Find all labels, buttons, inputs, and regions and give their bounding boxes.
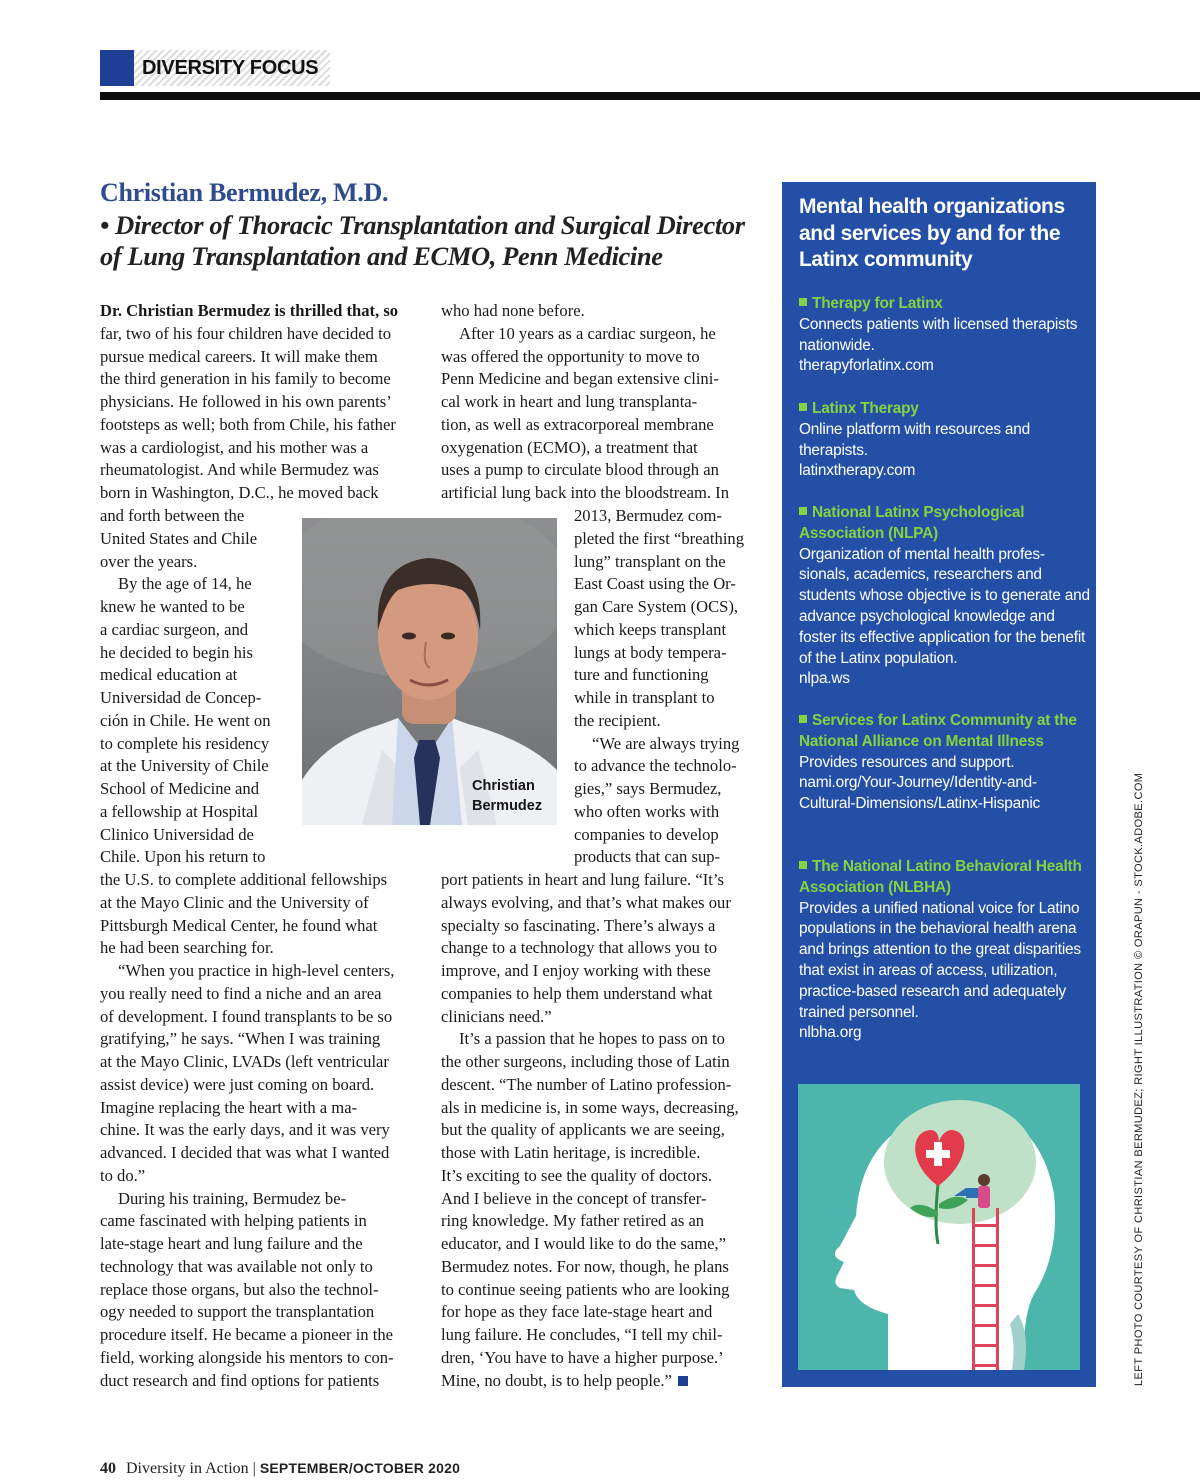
issue-date: SEPTEMBER/OCTOBER 2020 [259,1460,461,1476]
sidebar-entry [799,857,1091,1044]
entry-url: nlpa.ws [799,670,850,688]
sidebar-entry-title [799,503,1091,545]
section-tag [100,50,330,86]
sidebar-title: Mental health organizations and services by and for the Latinx community [799,195,1065,271]
entry-name: Services for Latinx Community at the National Alliance on Mental Illness [799,712,1077,750]
paragraph-5-wrap: 2013, Bermudez com- pleted the first “breathing lung” transplant on the East Coast using the Or- gan Care System (OCS), which keeps transplant lungs at body tempera- ture and functioning while in transplant to the recipient. [574,506,745,730]
paragraph-1-top [100,300,422,505]
bullet-square-icon [799,298,807,306]
sidebar-entry-title [799,711,1091,753]
paragraph-1-text: far, two of his four children have decided to pursue medical careers. It will make them the third generation in his family to become physicians. He followed in his own parents’ footsteps as well; both from Chile, his father was a cardiologist, and his mother was a rheumatologist. And while Bermudez was born in Washington, D.C., he moved back [100,323,396,502]
entry-url: latinxtherapy.com [799,462,916,480]
sidebar-entry-title [799,294,1091,315]
footer-separator: | [252,1460,256,1477]
paragraph-7 [441,1028,766,1392]
paragraph-2-rest: the U.S. to complete additional fellowships at the Mayo Clinic and the University of Pittsburgh Medical Center, he found what he had been searching for. [100,870,388,958]
sidebar-entry [799,399,1091,482]
bullet-square-icon [799,715,807,723]
section-label: DIVERSITY FOCUS [134,50,330,86]
column-2-wrap [574,505,766,869]
column-2-bottom [441,869,766,1392]
article-name: Christian Bermudez, M.D. [100,178,389,207]
entry-name: Latinx Therapy [812,400,919,417]
photo-credit: LEFT PHOTO COURTESY OF CHRISTIAN BERMUDEZ; RIGHT ILLUSTRATION © ORAPUN - STOCK.ADOBE.COM [1133,772,1145,1386]
entry-description: Provides resources and support. [799,753,1015,771]
paragraph-6-wrap: “We are always trying to advance the technolo- gies,” says Bermudez, who often works with companies to develop products that can sup- [574,733,740,867]
paragraph-1-wrap: and forth between the United States and Chile over the years. [100,506,258,571]
entry-description: Connects patients with licensed therapists nationwide. [799,315,1078,354]
photo-caption: Christian Bermudez [472,778,543,814]
entry-description: Provides a unified national voice for Latino populations in the behavioral health arena and brings attention to the great disparities that exist in areas of access, utilization, practice-based research and adequately trained personnel. [799,899,1081,1021]
entry-description: Online platform with resources and therapists. [799,420,1031,459]
bullet-square-icon [799,507,807,515]
sidebar-entry [799,294,1091,377]
entry-url: nlbha.org [799,1024,862,1042]
article-subtitle: • Director of Thoracic Transplantation and Surgical Director of Lung Transplantation and ECMO, Penn Medicine [100,210,745,271]
page-footer [100,1460,460,1478]
entry-description: Organization of mental health profes-sionals, academics, researchers and students whose objective is to generate and advance psychological knowledge and foster its effective application for the benefit of the Latinx population. [799,545,1090,667]
column-2-top [441,300,766,505]
column-1-bottom [100,869,422,1392]
paragraph-6-rest: port patients in heart and lung failure. “It’s always evolving, and that’s what makes our specialty so fascinating. There’s always a change to a technology that allows you to improve, and I enjoy working with these companies to help them understand what clinicians need.” [441,870,731,1026]
entry-url: nami.org/Your-Journey/Identity-and-Cultural-Dimensions/Latinx-Hispanic [799,774,1041,813]
lead-in: Dr. Christian Bermudez is thrilled that, so [100,301,399,320]
end-mark-icon [678,1376,688,1386]
paragraph-4: During his training, Bermudez be- came fascinated with helping patients in late-stage heart and lung failure and the technology that was available not only to replace those organs, but also the technol- ogy needed to support the transplantation procedure itself. He became a pioneer in the field, working alongside his mentors to con- duct research and find options for patients [100,1188,394,1390]
sidebar-box [782,182,1096,1387]
header-rule [100,92,1200,100]
paragraph-7-text: It’s a passion that he hopes to pass on to the other surgeons, including those of Latin descent. “The number of Latino profession- als in medicine is, in some ways, decreasing, but the quality of applicants we are seeing, those with Latin heritage, is incredible. It’s exciting to see the quality of doctors. And I believe in the concept of transfer- ring knowledge. My father retired as an educator, and I would like to do the same,” Bermudez notes. For now, though, he plans to continue seeing patients who are looking for hope as they face late-stage heart and lung failure. He concludes, “I tell my chil- dren, ‘You have to have a higher purpose.’ Mine, no doubt, is to help people.” [441,1029,739,1390]
entry-name: The National Latino Behavioral Health Association (NLBHA) [799,858,1082,896]
paragraph-2-wrap: By the age of 14, he knew he wanted to be a cardiac surgeon, and he decided to begin his medical education at Universidad de Concep- ción in Chile. He went on to complete his residency at the University of Chile School of Medicine and a fellowship at Hospital Clinico Universidad de Chile. Upon his return to [100,574,271,867]
sidebar-entry [799,503,1091,690]
entry-url: therapyforlatinx.com [799,357,934,375]
paragraph-5-top: After 10 years as a cardiac surgeon, he was offered the opportunity to move to Penn Medicine and began extensive clini- cal work in heart and lung transplanta- tion, as well as extracorporeal membrane oxygenation (ECMO), a treatment that uses a pump to circulate blood through an artificial lung back into the bloodstream. In [441,323,730,502]
paragraph-4-end: who had none before. [441,301,585,320]
section-tag-block [100,50,134,86]
publication-name: Diversity in Action [126,1460,249,1477]
column-1-wrap [100,505,300,869]
entry-name: National Latinx Psychological Association (NLPA) [799,504,1025,542]
column-1-top [100,300,422,505]
sidebar-entry [799,711,1091,815]
sidebar-entry-title [799,857,1091,899]
paragraph-3: “When you practice in high-level centers, you really need to find a niche and an area of development. I found transplants to be so gratifying,” he says. “When I was training at the Mayo Clinic, LVADs (left ventricular assist device) were just coming on board. Imagine replacing the heart with a ma- chine. It was the early days, and it was very advanced. I decided that was what I wanted to do.” [100,961,395,1185]
sidebar-entry-title [799,399,1091,420]
bullet-square-icon [799,861,807,869]
page-number: 40 [100,1460,116,1477]
mental-health-illustration [798,1084,1080,1370]
bullet-square-icon [799,403,807,411]
entry-name: Therapy for Latinx [812,295,943,312]
